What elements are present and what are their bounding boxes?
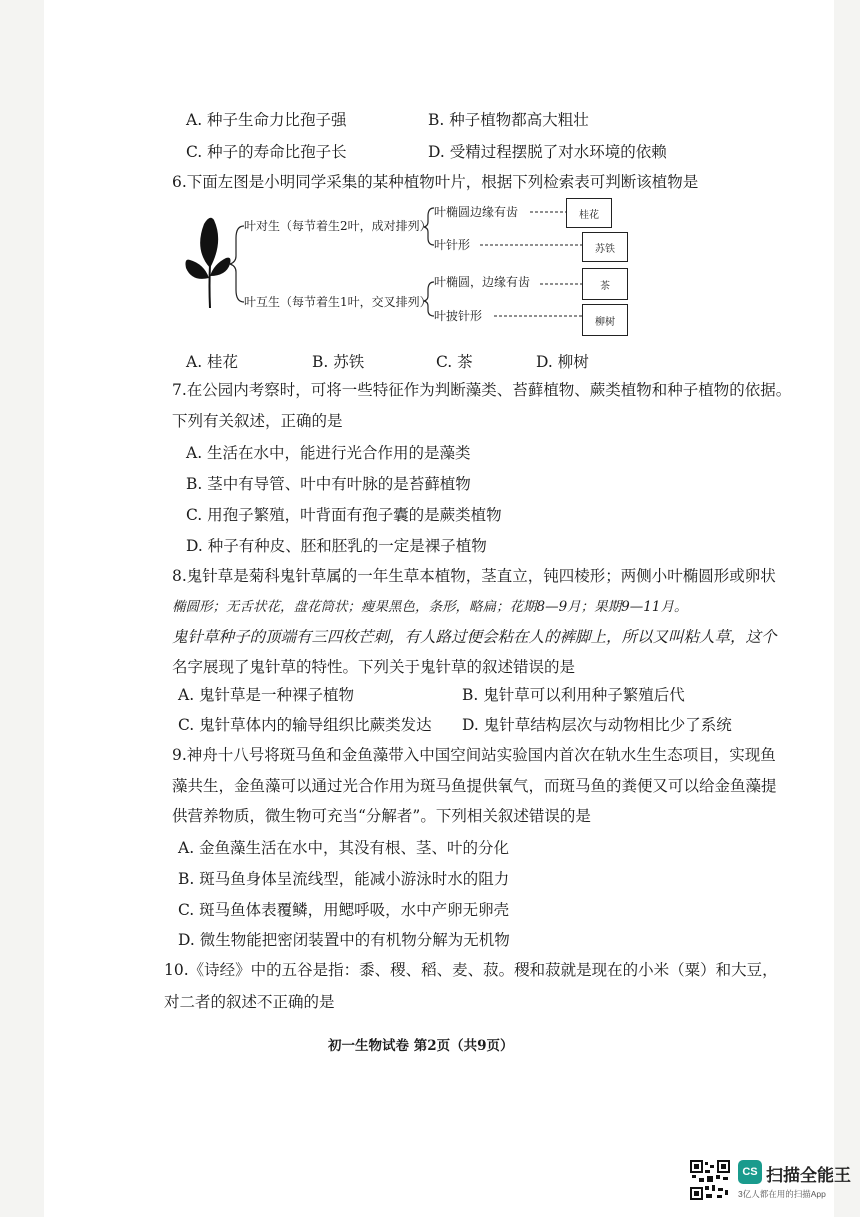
q5-option-a: A. 种子生命力比孢子强 bbox=[186, 111, 347, 129]
q7-option-a: A. 生活在水中，能进行光合作用的是藻类 bbox=[186, 444, 471, 462]
q7-stem-line2: 下列有关叙述，正确的是 bbox=[172, 412, 343, 430]
q9-option-c: C. 斑马鱼体表覆鳞，用鳃呼吸，水中产卵无卵壳 bbox=[178, 901, 510, 919]
q9-option-d: D. 微生物能把密闭装置中的有机物分解为无机物 bbox=[178, 931, 510, 949]
q5-option-b: B. 种子植物都高大粗壮 bbox=[428, 111, 589, 129]
q7-option-c: C. 用孢子繁殖，叶背面有孢子囊的是蕨类植物 bbox=[186, 506, 502, 524]
key-oval-serrated-2: 叶椭圆，边缘有齿 bbox=[434, 275, 531, 289]
scanner-app-name: 扫描全能王 bbox=[766, 1166, 851, 1185]
q8-line1: 8.鬼针草是菊科鬼针草属的一年生草本植物，茎直立，钝四棱形；两侧小叶椭圆形或卵状 bbox=[172, 567, 776, 585]
page-footer: 初一生物试卷 第2页（共9页） bbox=[328, 1038, 514, 1054]
q8-option-c: C. 鬼针草体内的输导组织比蕨类发达 bbox=[178, 716, 432, 734]
q5-option-d: D. 受精过程摆脱了对水环境的依赖 bbox=[428, 143, 667, 161]
q7-option-d: D. 种子有种皮、胚和胚乳的一定是裸子植物 bbox=[186, 537, 487, 555]
q9-option-a: A. 金鱼藻生活在水中，其没有根、茎、叶的分化 bbox=[178, 839, 510, 857]
q9-line3: 供营养物质，微生物可充当“分解者”。下列相关叙述错误的是 bbox=[172, 807, 591, 825]
q7-stem-line1: 7.在公园内考察时，可将一些特征作为判断藻类、苔藓植物、蕨类植物和种子植物的依据。 bbox=[172, 381, 792, 399]
q8-line4: 名字展现了鬼针草的特性。下列关于鬼针草的叙述错误的是 bbox=[172, 658, 576, 676]
camscanner-logo-icon: CS bbox=[738, 1160, 762, 1184]
q8-line3: 鬼针草种子的顶端有三四枚芒刺，有人路过便会粘在人的裤脚上，所以又叫粘人草，这个 bbox=[172, 628, 777, 646]
q5-option-c: C. 种子的寿命比孢子长 bbox=[186, 143, 347, 161]
q10-line2: 对二者的叙述不正确的是 bbox=[164, 993, 335, 1011]
q8-line2: 椭圆形；无舌状花，盘花筒状；瘦果黑色，条形，略扁；花期8—9月；果期9—11月。 bbox=[172, 599, 688, 615]
q6-option-d: D. 柳树 bbox=[536, 353, 589, 371]
key-oval-serrated-1: 叶椭圆边缘有齿 bbox=[434, 205, 519, 219]
key-box-tea: 茶 bbox=[582, 268, 628, 300]
q9-line2: 藻共生，金鱼藻可以通过光合作用为斑马鱼提供氧气，而斑马鱼的粪便又可以给金鱼藻提 bbox=[172, 777, 777, 795]
q7-option-b: B. 茎中有导管、叶中有叶脉的是苔藓植物 bbox=[186, 475, 471, 493]
key-opposite-leaves: 叶对生（每节着生2叶，成对排列） bbox=[244, 219, 432, 233]
q6-option-c: C. 茶 bbox=[436, 353, 473, 371]
key-box-osmanthus: 桂花 bbox=[566, 198, 612, 228]
q8-option-d: D. 鬼针草结构层次与动物相比少了系统 bbox=[462, 716, 732, 734]
q9-option-b: B. 斑马鱼身体呈流线型，能减小游泳时水的阻力 bbox=[178, 870, 510, 888]
q6-option-b: B. 苏铁 bbox=[312, 353, 365, 371]
q10-line1: 10.《诗经》中的五谷是指：黍、稷、稻、麦、菽。稷和菽就是现在的小米（粟）和大豆， bbox=[164, 961, 778, 979]
scanner-tagline: 3亿人都在用的扫描App bbox=[738, 1189, 826, 1199]
q9-line1: 9.神舟十八号将斑马鱼和金鱼藻带入中国空间站实验国内首次在轨水生生态项目，实现鱼 bbox=[172, 746, 776, 764]
key-lanceolate: 叶披针形 bbox=[434, 309, 483, 323]
key-connector-lines bbox=[0, 0, 860, 400]
q6-stem: 6.下面左图是小明同学采集的某种植物叶片，根据下列检索表可判断该植物是 bbox=[172, 173, 699, 191]
q8-option-a: A. 鬼针草是一种裸子植物 bbox=[178, 686, 355, 704]
key-box-willow: 柳树 bbox=[582, 304, 628, 336]
qr-code-icon bbox=[690, 1160, 730, 1200]
key-alternate-leaves: 叶互生（每节着生1叶，交叉排列） bbox=[244, 295, 432, 309]
key-box-cycad: 苏铁 bbox=[582, 232, 628, 262]
q6-option-a: A. 桂花 bbox=[186, 353, 239, 371]
key-needle: 叶针形 bbox=[434, 238, 471, 252]
q8-option-b: B. 鬼针草可以利用种子繁殖后代 bbox=[462, 686, 685, 704]
